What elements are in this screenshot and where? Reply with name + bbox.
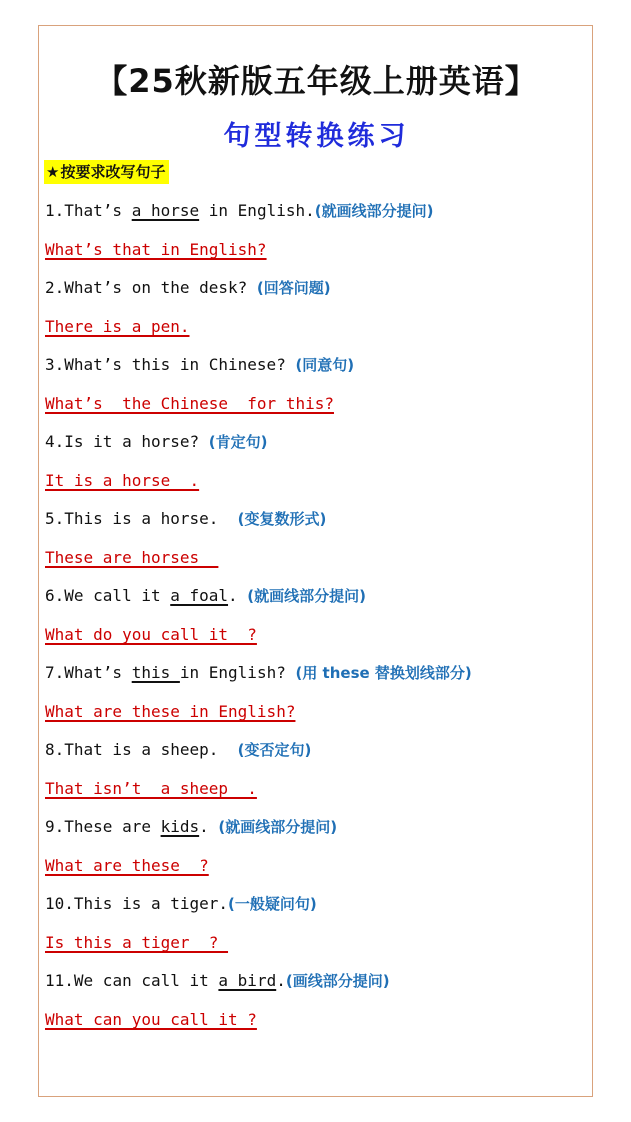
answer-8 [45, 779, 257, 799]
instruction-note: (就画线部分提问) [247, 587, 367, 605]
question-11 [45, 971, 390, 991]
instruction-note: (变否定句) [237, 741, 312, 759]
answer-text: What can you call it ? [45, 1010, 257, 1029]
question-5 [45, 509, 326, 529]
answer-11 [45, 1010, 257, 1030]
question-7 [45, 663, 472, 683]
answer-10 [45, 933, 228, 953]
question-number: 1. [45, 201, 65, 220]
answer-text: What are these in English? [45, 702, 296, 721]
question-number: 3. [45, 355, 65, 374]
question-text-end: in English. [199, 201, 315, 220]
question-text: That is a sheep. [64, 740, 238, 759]
underlined-part: a horse [131, 201, 200, 220]
question-text: What’s this in Chinese? [64, 355, 296, 374]
instruction-note: (肯定句) [208, 433, 268, 451]
question-number: 11. [45, 971, 74, 990]
instruction-note: (变复数形式) [237, 510, 327, 528]
question-text-end: . [276, 971, 286, 990]
question-8 [45, 740, 311, 760]
question-2 [45, 278, 331, 298]
answer-text: What’s the Chinese for this? [45, 394, 334, 413]
question-number: 2. [45, 278, 65, 297]
question-text: We can call it [73, 971, 219, 990]
question-number: 8. [45, 740, 65, 759]
instruction-note: (同意句) [295, 356, 355, 374]
question-text: This is a horse. [64, 509, 238, 528]
section-label: 按要求改写句子 [60, 163, 166, 181]
question-text: These are [64, 817, 161, 836]
question-text-end: . [199, 817, 219, 836]
answer-9 [45, 856, 209, 876]
answer-text: It is a horse . [45, 471, 200, 490]
question-9 [45, 817, 337, 837]
question-text: Is it a horse? [64, 432, 209, 451]
question-number: 10. [45, 894, 74, 913]
page-title: 【25秋新版五年级上册英语】 [95, 62, 538, 100]
question-number: 9. [45, 817, 65, 836]
instruction-note: (回答问题) [256, 279, 331, 297]
underlined-part: kids [160, 817, 200, 836]
answer-7 [45, 702, 295, 722]
answer-text: There is a pen. [45, 317, 190, 336]
star-icon: ★ [46, 163, 60, 181]
answer-4 [45, 471, 199, 491]
instruction-note: (就画线部分提问) [218, 818, 338, 836]
instruction-note: (画线部分提问) [285, 972, 390, 990]
underlined-part: a bird [218, 971, 277, 990]
answer-1 [45, 240, 267, 260]
question-text-end: . [228, 586, 248, 605]
question-10 [45, 894, 317, 914]
answer-text: What do you call it ? [45, 625, 257, 644]
instruction-note: (就画线部分提问) [314, 202, 434, 220]
answer-5 [45, 548, 218, 568]
question-number: 5. [45, 509, 65, 528]
underlined-part: this [131, 663, 180, 682]
answer-text: Is this a tiger ? [45, 933, 229, 952]
section-heading [44, 160, 169, 184]
instruction-note: (用 these 替换划线部分) [295, 664, 472, 682]
answer-text: What’s that in English? [45, 240, 267, 259]
answer-6 [45, 625, 257, 645]
question-6 [45, 586, 366, 606]
question-text: What’s [64, 663, 132, 682]
question-3 [45, 355, 354, 375]
question-1 [45, 201, 433, 221]
question-text: What’s on the desk? [64, 278, 257, 297]
answer-text: That isn’t a sheep . [45, 779, 257, 798]
question-text: This is a tiger. [73, 894, 229, 913]
answer-text: These are horses [45, 548, 219, 567]
underlined-part: a foal [170, 586, 229, 605]
question-number: 6. [45, 586, 65, 605]
question-text: We call it [64, 586, 171, 605]
question-number: 4. [45, 432, 65, 451]
question-text-end: in English? [179, 663, 296, 682]
question-text: That’s [64, 201, 132, 220]
answer-2 [45, 317, 190, 337]
answer-text: What are these ? [45, 856, 209, 875]
instruction-note: (一般疑问句) [228, 895, 317, 913]
answer-3 [45, 394, 334, 414]
page-subtitle: 句型转换练习 [223, 121, 410, 152]
question-4 [45, 432, 267, 452]
question-number: 7. [45, 663, 65, 682]
